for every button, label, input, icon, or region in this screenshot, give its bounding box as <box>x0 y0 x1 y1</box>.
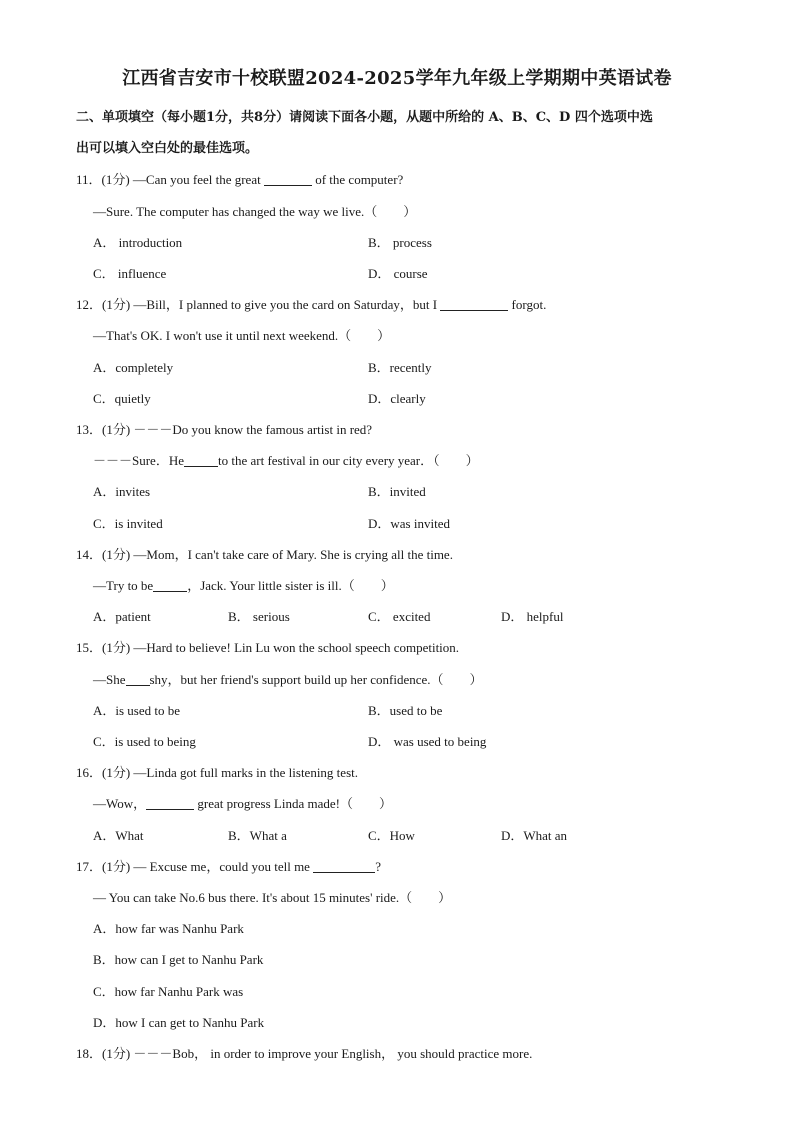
option-b[interactable]: B． serious <box>228 609 290 624</box>
question-11-stem: 11．(1分) —Can you feel the great of the computer? <box>76 172 404 187</box>
question-12-stem: 12．(1分) —Bill，I planned to give you the card on Saturday，but I forgot. <box>76 297 547 312</box>
question-16-reply: —Wow， great progress Linda made!（ ） <box>93 796 392 811</box>
option-d[interactable]: D．how I can get to Nanhu Park <box>93 1015 265 1030</box>
question-14-reply: —Try to be ，Jack. Your little sister is ill.（ ） <box>93 578 394 593</box>
question-13-stem: 13．(1分) －－－Do you know the famous artist in red? <box>76 422 373 437</box>
question-11-reply: —Sure. The computer has changed the way we live.（ ） <box>93 204 417 219</box>
option-c[interactable]: C．How <box>368 828 415 843</box>
option-b[interactable]: B．What a <box>228 828 287 843</box>
question-13-reply: －－－Sure．He to the art festival in our city every year．（ ） <box>93 453 479 468</box>
option-c[interactable]: C．quietly <box>93 391 151 406</box>
question-17-stem: 17．(1分) — Excuse me，could you tell me ? <box>76 859 381 874</box>
option-c[interactable]: C．how far Nanhu Park was <box>93 984 244 999</box>
question-14-stem: 14．(1分) —Mom，I can't take care of Mary. She is crying all the time. <box>76 547 453 562</box>
option-a[interactable]: A．patient <box>93 609 151 624</box>
option-b[interactable]: B． process <box>368 235 432 250</box>
option-a[interactable]: A．how far was Nanhu Park <box>93 921 244 936</box>
option-a[interactable]: A．invites <box>93 484 151 499</box>
option-b[interactable]: B．recently <box>368 360 432 375</box>
answer-blank <box>440 297 508 311</box>
option-a[interactable]: A． introduction <box>93 235 183 250</box>
option-d[interactable]: D．was invited <box>368 516 450 531</box>
option-b[interactable]: B．invited <box>368 484 426 499</box>
page-title: 江西省吉安市十校联盟2024-2025学年九年级上学期期中英语试卷 <box>122 68 672 89</box>
question-15-stem: 15．(1分) —Hard to believe! Lin Lu won the school speech competition. <box>76 640 460 655</box>
option-c[interactable]: C． influence <box>93 266 167 281</box>
answer-blank <box>146 796 194 810</box>
option-b[interactable]: B．how can I get to Nanhu Park <box>93 952 264 967</box>
option-d[interactable]: D． course <box>368 266 428 281</box>
option-d[interactable]: D．What an <box>501 828 568 843</box>
answer-blank <box>153 578 187 592</box>
option-a[interactable]: A．completely <box>93 360 174 375</box>
question-18-stem: 18．(1分) －－－Bob， in order to improve your English， you should practice more. <box>76 1046 533 1061</box>
section-instructions: 二、单项填空（每小题1分，共8分）请阅读下面各小题，从题中所给的 A、B、C、D 四个选项中选 <box>76 110 653 125</box>
option-d[interactable]: D． helpful <box>501 609 564 624</box>
question-12-reply: —That's OK. I won't use it until next weekend.（ ） <box>93 328 391 343</box>
answer-blank <box>184 453 218 467</box>
option-c[interactable]: C． excited <box>368 609 431 624</box>
option-d[interactable]: D． was used to being <box>368 734 487 749</box>
question-15-reply: —She shy，but her friend's support build up her confidence.（ ） <box>93 672 483 687</box>
question-17-reply: — You can take No.6 bus there. It's about 15 minutes' ride.（ ） <box>93 890 452 905</box>
question-16-stem: 16．(1分) —Linda got full marks in the listening test. <box>76 765 358 780</box>
option-c[interactable]: C．is used to being <box>93 734 196 749</box>
section-instructions-cont: 出可以填入空白处的最佳选项。 <box>76 141 259 156</box>
option-c[interactable]: C．is invited <box>93 516 163 531</box>
option-a[interactable]: A．is used to be <box>93 703 181 718</box>
option-b[interactable]: B．used to be <box>368 703 443 718</box>
answer-blank <box>264 172 312 186</box>
answer-blank <box>313 859 375 873</box>
option-d[interactable]: D．clearly <box>368 391 426 406</box>
option-a[interactable]: A．What <box>93 828 144 843</box>
answer-blank <box>126 672 150 686</box>
